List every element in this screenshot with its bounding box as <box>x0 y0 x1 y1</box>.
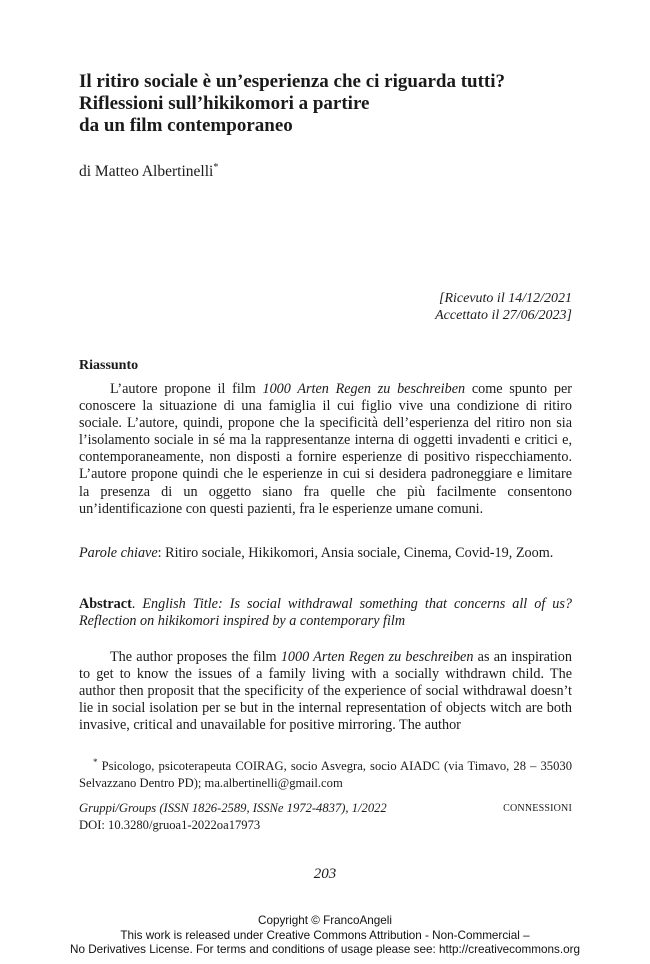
abstract-film-title: 1000 Arten Regen zu beschreiben <box>280 649 474 665</box>
abstract-text-rest: as an inspiration to get to know the issues of a family living with a socially withdrawn child. The author then proposit that the specificity of the experience of social withdrawal doesn’t lie in social isolation per se but in the internal representation of objects witch are both invasive, critical and unavailable for positive mirroring. The author <box>79 649 572 734</box>
article-title-line-1: Il ritiro sociale è un’esperienza che ci riguarda tutti? <box>79 71 506 92</box>
abstract-text-start: The author proposes the film <box>110 649 281 665</box>
article-title-line-3: da un film contemporaneo <box>79 115 293 136</box>
author-footnote-marker[interactable]: * <box>213 162 219 173</box>
section-label: CONNESSIONI <box>503 803 572 814</box>
abstract-body <box>79 649 572 734</box>
riassunto-body <box>79 381 572 518</box>
abstract-label: Abstract <box>79 596 132 612</box>
received-date: [Ricevuto il 14/12/2021 <box>439 291 572 306</box>
author-name: di Matteo Albertinelli <box>79 163 214 181</box>
accepted-date: Accettato il 27/06/2023] <box>435 308 572 323</box>
doi: DOI: 10.3280/gruoa1-2022oa17973 <box>79 818 261 832</box>
abstract-header: Abstract. English Title: Is social withdrawal something that concerns all of us? Reflection on hikikomori inspired by a contemporary film <box>79 596 573 630</box>
page-number: 203 <box>313 866 337 882</box>
license-notice <box>0 914 650 958</box>
riassunto-text-rest: come spunto per conoscere la situazione di una famiglia il cui figlio vive una condizione di ritiro sociale. L’autore, quindi, propone che la specificità dell’esperienza del ritiro non sia l’isolamento sociale in sé ma la rappresentanze interna di oggetti invadenti e critici e, contemporaneamente, non disposti a fornire esperienze di positivo rispecchiamento. L’autore propone quindi che le esperienze in cui si desidera padroneggiare e limitare la presenza di un oggetto siano fra quelle che più facilmente consentono un’identificazione con questi pazienti, fra le esperienze umane comuni. <box>79 381 572 517</box>
riassunto-text-start: L’autore propone il film <box>110 381 263 397</box>
keywords-label: Parole chiave <box>79 545 158 561</box>
license-line-2[interactable]: No Derivatives License. For terms and conditions of usage please see: http://creativecommons.org <box>70 943 580 956</box>
article-title-line-2: Riflessioni sull’hikikomori a partire <box>79 93 370 114</box>
riassunto-film-title: 1000 Arten Regen zu beschreiben <box>262 381 466 397</box>
copyright-line: Copyright © FrancoAngeli <box>258 914 392 927</box>
journal-citation: Gruppi/Groups (ISSN 1826-2589, ISSNe 1972-4837), 1/2022 <box>79 801 387 815</box>
keywords <box>79 545 572 562</box>
article-title <box>79 71 599 137</box>
received-dates <box>272 290 572 324</box>
abstract-english-title: English Title: Is social withdrawal something that concerns all of us? Reflection on hikikomori inspired by a contemporary film <box>79 596 573 630</box>
keywords-list: : Ritiro sociale, Hikikomori, Ansia sociale, Cinema, Covid-19, Zoom. <box>157 545 554 561</box>
author-line <box>79 162 218 181</box>
license-line-1: This work is released under Creative Commons Attribution - Non-Commercial – <box>120 928 530 942</box>
footnote-text: Psicologo, psicoterapeuta COIRAG, socio Asvegra, socio AIADC (via Timavo, 28 – 35030 Selvazzano Dentro PD); ma.albertinelli@gmail.com <box>79 759 572 791</box>
author-footnote <box>79 754 572 792</box>
riassunto-heading: Riassunto <box>79 358 139 373</box>
footnote-marker: * <box>93 757 98 767</box>
